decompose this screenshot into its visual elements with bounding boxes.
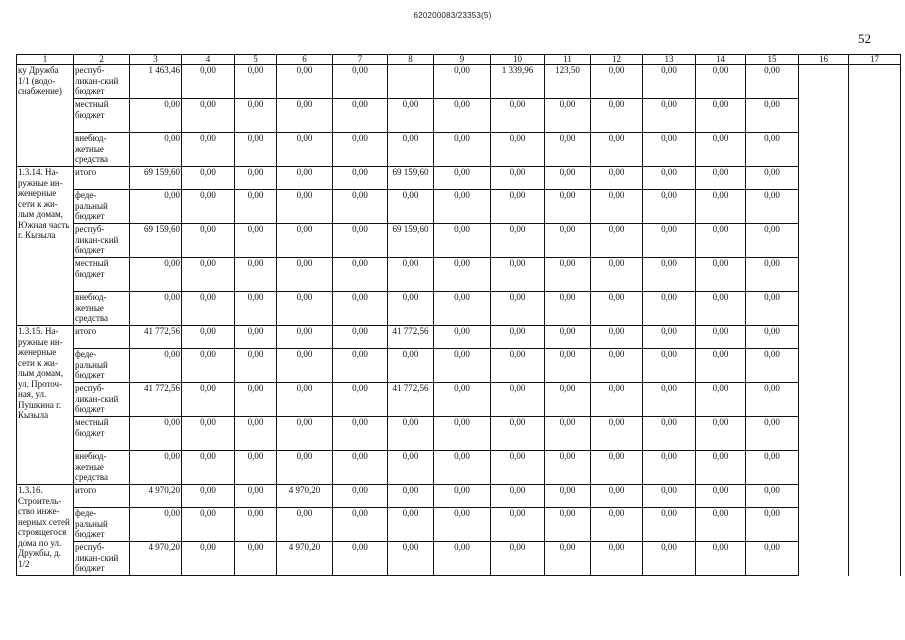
value-cell: 0,00: [182, 65, 235, 99]
value-cell: 0,00: [643, 65, 696, 99]
value-cell: 0,00: [182, 508, 235, 542]
value-cell: 0,00: [491, 224, 545, 258]
value-cell: 0,00: [591, 258, 643, 292]
value-cell: 0,00: [591, 190, 643, 224]
value-cell: 0,00: [434, 65, 491, 99]
empty-cell: [849, 485, 901, 508]
value-cell: 0,00: [333, 508, 388, 542]
value-cell: 0,00: [696, 65, 746, 99]
funding-source: местный бюджет: [74, 99, 130, 133]
funding-source: респуб-ликан-ский бюджет: [74, 65, 130, 99]
value-cell: 0,00: [643, 133, 696, 167]
column-number: 1: [17, 55, 74, 65]
value-cell: 0,00: [545, 99, 591, 133]
value-cell: 0,00: [545, 167, 591, 190]
value-cell: 0,00: [130, 258, 182, 292]
value-cell: 0,00: [545, 292, 591, 326]
value-cell: 0,00: [235, 167, 277, 190]
value-cell: 0,00: [746, 417, 799, 451]
value-cell: 0,00: [388, 190, 434, 224]
table-row: [17, 451, 901, 485]
value-cell: 0,00: [130, 349, 182, 383]
value-cell: 0,00: [746, 485, 799, 508]
empty-cell: [849, 542, 901, 576]
value-cell: 41 772,56: [130, 326, 182, 349]
value-cell: 0,00: [434, 508, 491, 542]
value-cell: 0,00: [333, 485, 388, 508]
value-cell: 0,00: [182, 417, 235, 451]
budget-table: [16, 54, 901, 576]
value-cell: 0,00: [696, 326, 746, 349]
value-cell: 0,00: [182, 485, 235, 508]
value-cell: 0,00: [643, 508, 696, 542]
value-cell: 0,00: [235, 99, 277, 133]
value-cell: 41 772,56: [130, 383, 182, 417]
value-cell: 0,00: [277, 224, 333, 258]
value-cell: 0,00: [545, 542, 591, 576]
value-cell: 0,00: [696, 508, 746, 542]
value-cell: 0,00: [491, 99, 545, 133]
empty-cell: [799, 133, 849, 167]
value-cell: 0,00: [746, 167, 799, 190]
value-cell: 0,00: [545, 485, 591, 508]
value-cell: 0,00: [696, 417, 746, 451]
value-cell: 0,00: [746, 99, 799, 133]
value-cell: 0,00: [388, 133, 434, 167]
value-cell: 0,00: [277, 383, 333, 417]
value-cell: 0,00: [696, 542, 746, 576]
measure-name: 1.3.14. На-ружные ин-женерные сети к жи-лым домам, Южная часть г. Кызыла: [17, 167, 74, 326]
value-cell: 0,00: [182, 383, 235, 417]
empty-cell: [799, 258, 849, 292]
value-cell: 0,00: [696, 292, 746, 326]
value-cell: 0,00: [491, 451, 545, 485]
value-cell: 69 159,60: [388, 224, 434, 258]
value-cell: 41 772,56: [388, 383, 434, 417]
value-cell: 0,00: [434, 99, 491, 133]
value-cell: 0,00: [277, 167, 333, 190]
value-cell: 0,00: [182, 451, 235, 485]
value-cell: 0,00: [235, 224, 277, 258]
value-cell: 0,00: [333, 258, 388, 292]
value-cell: 0,00: [130, 451, 182, 485]
value-cell: 0,00: [591, 508, 643, 542]
value-cell: 4 970,20: [130, 485, 182, 508]
empty-cell: [799, 383, 849, 417]
value-cell: 0,00: [388, 292, 434, 326]
funding-source: итого: [74, 485, 130, 508]
value-cell: 0,00: [235, 65, 277, 99]
value-cell: 0,00: [643, 383, 696, 417]
value-cell: 0,00: [591, 224, 643, 258]
value-cell: [388, 65, 434, 99]
value-cell: 0,00: [235, 258, 277, 292]
value-cell: 0,00: [130, 508, 182, 542]
page-number: 52: [858, 31, 871, 46]
table-row: [17, 417, 901, 451]
value-cell: 0,00: [130, 190, 182, 224]
value-cell: 41 772,56: [388, 326, 434, 349]
empty-cell: [799, 417, 849, 451]
value-cell: 0,00: [130, 133, 182, 167]
value-cell: 0,00: [434, 485, 491, 508]
column-number: 13: [643, 55, 696, 65]
column-number: 12: [591, 55, 643, 65]
empty-cell: [799, 224, 849, 258]
value-cell: 0,00: [491, 508, 545, 542]
value-cell: 0,00: [643, 349, 696, 383]
value-cell: 0,00: [333, 190, 388, 224]
value-cell: 0,00: [333, 133, 388, 167]
value-cell: 4 970,20: [130, 542, 182, 576]
value-cell: 0,00: [333, 542, 388, 576]
table-row: [17, 133, 901, 167]
empty-cell: [799, 451, 849, 485]
value-cell: 0,00: [235, 542, 277, 576]
value-cell: 0,00: [591, 133, 643, 167]
value-cell: 0,00: [388, 349, 434, 383]
value-cell: 0,00: [434, 542, 491, 576]
value-cell: 0,00: [746, 326, 799, 349]
funding-source: внебюд-жетные средства: [74, 133, 130, 167]
value-cell: 0,00: [545, 417, 591, 451]
value-cell: 0,00: [434, 451, 491, 485]
value-cell: 0,00: [333, 349, 388, 383]
value-cell: 4 970,20: [277, 485, 333, 508]
value-cell: 0,00: [696, 383, 746, 417]
value-cell: 0,00: [182, 326, 235, 349]
value-cell: 1 339,96: [491, 65, 545, 99]
value-cell: 0,00: [235, 190, 277, 224]
table-row: [17, 224, 901, 258]
value-cell: 0,00: [545, 451, 591, 485]
value-cell: 0,00: [235, 292, 277, 326]
value-cell: 0,00: [643, 258, 696, 292]
empty-cell: [799, 326, 849, 349]
column-number: 5: [235, 55, 277, 65]
value-cell: 0,00: [235, 133, 277, 167]
value-cell: 0,00: [388, 258, 434, 292]
empty-cell: [799, 65, 849, 99]
value-cell: 0,00: [746, 383, 799, 417]
value-cell: 0,00: [333, 65, 388, 99]
funding-source: местный бюджет: [74, 258, 130, 292]
column-number: 15: [746, 55, 799, 65]
value-cell: 0,00: [591, 326, 643, 349]
funding-source: итого: [74, 326, 130, 349]
value-cell: 0,00: [182, 292, 235, 326]
document-id: 620200083/23353(5): [413, 11, 492, 20]
value-cell: 0,00: [643, 542, 696, 576]
value-cell: 0,00: [491, 190, 545, 224]
value-cell: 0,00: [696, 167, 746, 190]
value-cell: 0,00: [277, 258, 333, 292]
value-cell: 0,00: [545, 383, 591, 417]
value-cell: 0,00: [591, 485, 643, 508]
value-cell: 0,00: [434, 326, 491, 349]
value-cell: 0,00: [434, 258, 491, 292]
value-cell: 0,00: [591, 383, 643, 417]
column-number: 11: [545, 55, 591, 65]
empty-cell: [849, 451, 901, 485]
column-number: 16: [799, 55, 849, 65]
empty-cell: [849, 133, 901, 167]
value-cell: 1 463,46: [130, 65, 182, 99]
funding-source: феде-ральный бюджет: [74, 349, 130, 383]
value-cell: 0,00: [696, 133, 746, 167]
value-cell: 0,00: [333, 326, 388, 349]
value-cell: 123,50: [545, 65, 591, 99]
value-cell: 0,00: [182, 99, 235, 133]
value-cell: 0,00: [235, 349, 277, 383]
empty-cell: [799, 485, 849, 508]
table-row: [17, 542, 901, 576]
funding-source: феде-ральный бюджет: [74, 508, 130, 542]
table-row: [17, 99, 901, 133]
value-cell: 4 970,20: [277, 542, 333, 576]
empty-cell: [799, 508, 849, 542]
value-cell: 0,00: [130, 292, 182, 326]
funding-source: итого: [74, 167, 130, 190]
value-cell: 0,00: [696, 224, 746, 258]
value-cell: 0,00: [491, 167, 545, 190]
funding-source: респуб-ликан-ский бюджет: [74, 383, 130, 417]
table-row: [17, 190, 901, 224]
empty-cell: [799, 292, 849, 326]
value-cell: 0,00: [182, 542, 235, 576]
value-cell: 0,00: [746, 190, 799, 224]
value-cell: 0,00: [333, 451, 388, 485]
empty-cell: [849, 326, 901, 349]
value-cell: 0,00: [545, 258, 591, 292]
measure-name: 1.3.15. На-ружные ин-женерные сети к жи-лым домам, ул. Проточ-ная, ул. Пушкина г. Кызыла: [17, 326, 74, 485]
value-cell: 0,00: [277, 99, 333, 133]
value-cell: 0,00: [491, 383, 545, 417]
value-cell: 0,00: [235, 485, 277, 508]
value-cell: 69 159,60: [130, 224, 182, 258]
empty-cell: [849, 167, 901, 190]
empty-cell: [849, 99, 901, 133]
value-cell: 0,00: [182, 133, 235, 167]
value-cell: 0,00: [545, 349, 591, 383]
value-cell: 0,00: [388, 417, 434, 451]
value-cell: 0,00: [235, 383, 277, 417]
value-cell: 0,00: [130, 417, 182, 451]
value-cell: 0,00: [388, 99, 434, 133]
value-cell: 0,00: [746, 258, 799, 292]
column-number: 8: [388, 55, 434, 65]
value-cell: 0,00: [235, 451, 277, 485]
value-cell: 0,00: [388, 451, 434, 485]
value-cell: 0,00: [746, 542, 799, 576]
value-cell: 0,00: [434, 167, 491, 190]
value-cell: 0,00: [277, 133, 333, 167]
value-cell: 0,00: [388, 542, 434, 576]
value-cell: 0,00: [333, 99, 388, 133]
value-cell: 0,00: [277, 190, 333, 224]
value-cell: 0,00: [643, 167, 696, 190]
value-cell: 0,00: [333, 417, 388, 451]
value-cell: 0,00: [277, 292, 333, 326]
value-cell: 0,00: [545, 190, 591, 224]
value-cell: 0,00: [643, 417, 696, 451]
value-cell: 0,00: [545, 133, 591, 167]
empty-cell: [849, 508, 901, 542]
column-number: 7: [333, 55, 388, 65]
value-cell: 0,00: [591, 542, 643, 576]
value-cell: 0,00: [746, 224, 799, 258]
empty-cell: [799, 99, 849, 133]
table-row: [17, 383, 901, 417]
value-cell: 0,00: [696, 99, 746, 133]
value-cell: 0,00: [434, 292, 491, 326]
value-cell: 0,00: [696, 349, 746, 383]
empty-cell: [799, 167, 849, 190]
value-cell: 69 159,60: [130, 167, 182, 190]
value-cell: 0,00: [434, 417, 491, 451]
value-cell: 0,00: [591, 417, 643, 451]
funding-source: респуб-ликан-ский бюджет: [74, 542, 130, 576]
column-number: 10: [491, 55, 545, 65]
value-cell: 0,00: [182, 167, 235, 190]
table-row: [17, 349, 901, 383]
value-cell: 0,00: [643, 99, 696, 133]
value-cell: 0,00: [643, 326, 696, 349]
value-cell: 0,00: [333, 383, 388, 417]
empty-cell: [849, 292, 901, 326]
value-cell: 0,00: [491, 485, 545, 508]
value-cell: 0,00: [491, 133, 545, 167]
value-cell: 0,00: [746, 508, 799, 542]
value-cell: 0,00: [434, 224, 491, 258]
measure-name: ку Дружба 1/1 (водо-снабжение): [17, 65, 74, 167]
value-cell: 0,00: [182, 349, 235, 383]
value-cell: 0,00: [545, 508, 591, 542]
empty-cell: [849, 349, 901, 383]
funding-source: внебюд-жетные средства: [74, 292, 130, 326]
empty-cell: [849, 258, 901, 292]
empty-cell: [849, 65, 901, 99]
value-cell: 0,00: [746, 292, 799, 326]
value-cell: 0,00: [696, 190, 746, 224]
column-number: 3: [130, 55, 182, 65]
value-cell: 0,00: [277, 65, 333, 99]
value-cell: 0,00: [591, 99, 643, 133]
value-cell: 0,00: [746, 451, 799, 485]
value-cell: 0,00: [643, 292, 696, 326]
table-row: [17, 292, 901, 326]
value-cell: 0,00: [434, 383, 491, 417]
value-cell: 0,00: [182, 258, 235, 292]
value-cell: 0,00: [591, 349, 643, 383]
value-cell: 0,00: [696, 258, 746, 292]
funding-source: внебюд-жетные средства: [74, 451, 130, 485]
value-cell: 0,00: [545, 224, 591, 258]
empty-cell: [849, 383, 901, 417]
table-row: [17, 258, 901, 292]
value-cell: 69 159,60: [388, 167, 434, 190]
column-number: 14: [696, 55, 746, 65]
empty-cell: [799, 542, 849, 576]
value-cell: 0,00: [388, 485, 434, 508]
column-number: 17: [849, 55, 901, 65]
value-cell: 0,00: [277, 508, 333, 542]
value-cell: 0,00: [491, 292, 545, 326]
value-cell: 0,00: [746, 349, 799, 383]
empty-cell: [849, 190, 901, 224]
empty-cell: [849, 417, 901, 451]
value-cell: 0,00: [491, 258, 545, 292]
value-cell: 0,00: [491, 542, 545, 576]
table-row: [17, 167, 901, 190]
value-cell: 0,00: [434, 190, 491, 224]
value-cell: 0,00: [182, 224, 235, 258]
column-number: 4: [182, 55, 235, 65]
value-cell: 0,00: [130, 99, 182, 133]
value-cell: 0,00: [643, 451, 696, 485]
empty-cell: [849, 224, 901, 258]
value-cell: 0,00: [277, 349, 333, 383]
funding-source: феде-ральный бюджет: [74, 190, 130, 224]
value-cell: 0,00: [591, 451, 643, 485]
table-row: [17, 508, 901, 542]
table-row: [17, 485, 901, 508]
value-cell: 0,00: [696, 451, 746, 485]
column-number: 6: [277, 55, 333, 65]
value-cell: 0,00: [277, 326, 333, 349]
value-cell: 0,00: [696, 485, 746, 508]
value-cell: 0,00: [235, 508, 277, 542]
value-cell: 0,00: [491, 349, 545, 383]
value-cell: 0,00: [491, 417, 545, 451]
funding-source: респуб-ликан-ский бюджет: [74, 224, 130, 258]
value-cell: 0,00: [746, 133, 799, 167]
column-number-row: [17, 55, 901, 65]
table-row: [17, 326, 901, 349]
empty-cell: [799, 190, 849, 224]
value-cell: 0,00: [643, 224, 696, 258]
value-cell: 0,00: [277, 417, 333, 451]
value-cell: 0,00: [333, 224, 388, 258]
measure-name: 1.3.16. Строитель-ство инже-нерных сетей строящегося дома по ул. Дружбы, д. 1/2: [17, 485, 74, 576]
table-row: [17, 65, 901, 99]
value-cell: 0,00: [333, 292, 388, 326]
value-cell: 0,00: [746, 65, 799, 99]
value-cell: 0,00: [434, 349, 491, 383]
value-cell: 0,00: [182, 190, 235, 224]
value-cell: 0,00: [591, 65, 643, 99]
value-cell: 0,00: [235, 417, 277, 451]
value-cell: 0,00: [388, 508, 434, 542]
value-cell: 0,00: [643, 190, 696, 224]
value-cell: 0,00: [491, 326, 545, 349]
value-cell: 0,00: [643, 485, 696, 508]
value-cell: 0,00: [545, 326, 591, 349]
column-number: 9: [434, 55, 491, 65]
value-cell: 0,00: [434, 133, 491, 167]
value-cell: 0,00: [277, 451, 333, 485]
value-cell: 0,00: [591, 167, 643, 190]
value-cell: 0,00: [591, 292, 643, 326]
value-cell: 0,00: [333, 167, 388, 190]
column-number: 2: [74, 55, 130, 65]
empty-cell: [799, 349, 849, 383]
value-cell: 0,00: [235, 326, 277, 349]
funding-source: местный бюджет: [74, 417, 130, 451]
